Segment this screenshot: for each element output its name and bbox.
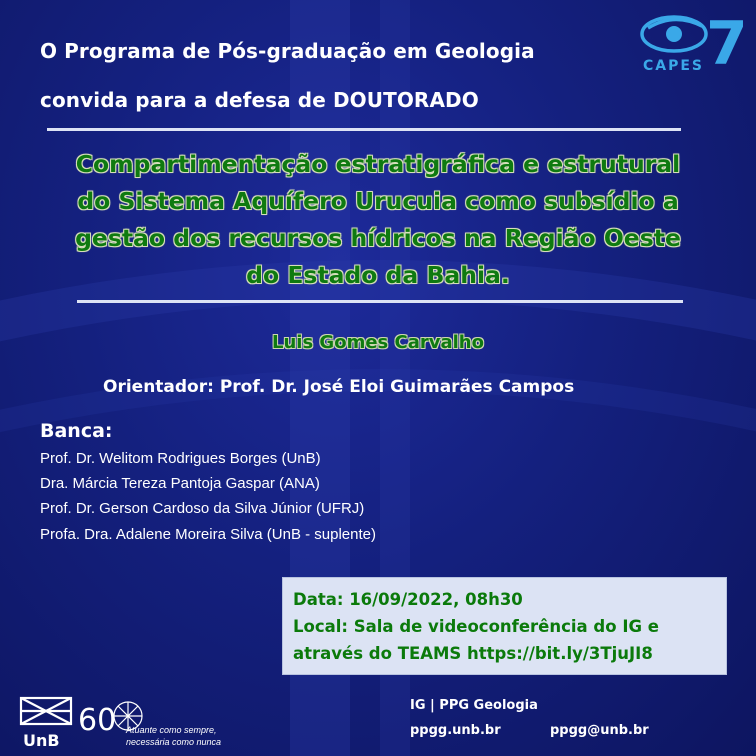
advisor: Orientador: Prof. Dr. José Eloi Guimarães Campos <box>103 377 575 397</box>
tagline-line-1: Atuante como sempre, <box>126 725 217 735</box>
capes-grade: 7 <box>706 9 748 74</box>
footer-email[interactable]: ppgg@unb.br <box>550 723 649 738</box>
thesis-title-line: do Estado da Bahia. <box>246 261 510 289</box>
footer-website[interactable]: ppgg.unb.br <box>410 723 501 738</box>
committee-member: Dra. Márcia Tereza Pantoja Gaspar (ANA) <box>40 475 320 492</box>
thesis-title-line: gestão dos recursos hídricos na Região Oeste <box>75 224 681 252</box>
thesis-title-line: do Sistema Aquífero Urucuia como subsídio a <box>77 187 679 215</box>
committee-heading: Banca: <box>40 420 113 442</box>
committee-member: Prof. Dr. Gerson Cardoso da Silva Júnior (UFRJ) <box>40 500 365 517</box>
thesis-title <box>38 146 718 294</box>
event-location-line-2[interactable]: através do TEAMS https://bit.ly/3TjuJI8 <box>293 644 653 663</box>
header-line-1: O Programa de Pós-graduação em Geologia <box>40 39 535 63</box>
tagline-line-2: necessária como nunca <box>126 737 222 747</box>
event-date: Data: 16/09/2022, 08h30 <box>293 590 523 609</box>
divider-top <box>47 128 681 131</box>
author-name: Luis Gomes Carvalho <box>272 332 484 353</box>
committee-member: Profa. Dra. Adalene Moreira Silva (UnB - suplente) <box>40 526 376 543</box>
footer-unit: IG | PPG Geologia <box>410 698 538 713</box>
sixty-number: 60 <box>78 703 117 738</box>
capes-logo <box>636 8 748 74</box>
unb-word: UnB <box>23 731 60 750</box>
capes-word: CAPES <box>643 58 705 74</box>
thesis-title-line: Compartimentação estratigráfica e estrutural <box>75 150 681 178</box>
divider-bottom <box>77 300 683 303</box>
unb-logo <box>18 694 74 750</box>
event-location-line-1: Local: Sala de videoconferência do IG e <box>293 617 659 636</box>
event-info-box <box>282 577 727 675</box>
header-line-2: convida para a defesa de DOUTORADO <box>40 88 479 112</box>
committee-member: Prof. Dr. Welitom Rodrigues Borges (UnB) <box>40 450 321 467</box>
unb-emblem-icon <box>21 698 71 724</box>
capes-pupil-icon <box>666 26 682 42</box>
